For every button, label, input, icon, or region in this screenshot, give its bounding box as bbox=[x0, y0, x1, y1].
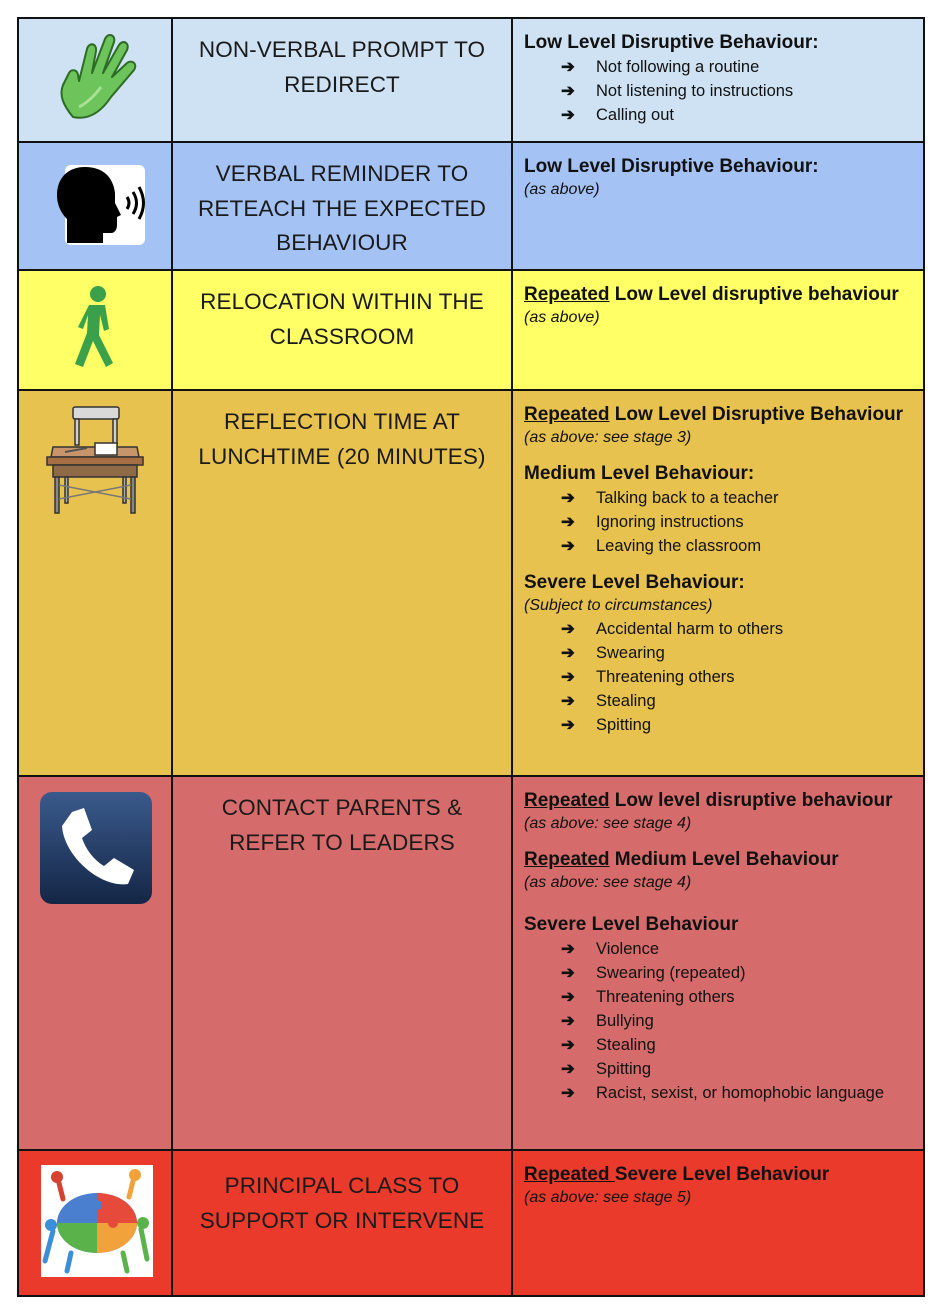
behaviour-note: (as above) bbox=[524, 181, 600, 198]
stage-icon-cell bbox=[19, 19, 173, 141]
stage-row-1 bbox=[19, 19, 923, 143]
list-item: ➔ Calling out bbox=[561, 103, 919, 127]
severe-note: (Subject to circumstances) bbox=[524, 597, 713, 614]
arrow-icon: ➔ bbox=[561, 82, 575, 100]
behaviour-note: (as above: see stage 5) bbox=[524, 1189, 692, 1206]
stage-title: NON-VERBAL PROMPT TO REDIRECT bbox=[173, 19, 513, 141]
list-item: ➔ Not following a routine bbox=[561, 55, 919, 79]
arrow-icon: ➔ bbox=[561, 964, 575, 982]
stage-row-2 bbox=[19, 143, 923, 271]
severe-list bbox=[524, 617, 919, 737]
list-item: ➔ Stealing bbox=[561, 1033, 919, 1057]
list-item: ➔ Leaving the classroom bbox=[561, 534, 919, 558]
list-item: ➔ Spitting bbox=[561, 713, 919, 737]
stage-title: RELOCATION WITHIN THE CLASSROOM bbox=[173, 271, 513, 389]
behaviour-note: (as above: see stage 3) bbox=[524, 429, 692, 446]
severe-list bbox=[524, 937, 919, 1105]
arrow-icon: ➔ bbox=[561, 537, 575, 555]
list-item: ➔ Talking back to a teacher bbox=[561, 486, 919, 510]
stage-title: REFLECTION TIME AT LUNCHTIME (20 MINUTES) bbox=[173, 391, 513, 775]
list-item: ➔ Violence bbox=[561, 937, 919, 961]
behaviour-stages-table bbox=[17, 17, 925, 1297]
arrow-icon: ➔ bbox=[561, 716, 575, 734]
medium-heading: Repeated Medium Level Behaviour bbox=[524, 849, 839, 870]
walking-person-icon bbox=[69, 285, 125, 374]
stage-description bbox=[513, 1151, 923, 1295]
arrow-icon: ➔ bbox=[561, 489, 575, 507]
hand-icon bbox=[49, 29, 145, 130]
medium-note: (as above: see stage 4) bbox=[524, 874, 692, 891]
arrow-icon: ➔ bbox=[561, 1036, 575, 1054]
arrow-icon: ➔ bbox=[561, 988, 575, 1006]
behaviour-list bbox=[524, 55, 919, 127]
stage-icon-cell bbox=[19, 271, 173, 389]
stage-title: CONTACT PARENTS & REFER TO LEADERS bbox=[173, 777, 513, 1149]
puzzle-team-icon bbox=[41, 1165, 153, 1282]
stage-icon-cell bbox=[19, 1151, 173, 1295]
medium-list bbox=[524, 486, 919, 558]
phone-icon bbox=[40, 792, 152, 909]
stage-description bbox=[513, 271, 923, 389]
behaviour-heading: Low Level Disruptive Behaviour: bbox=[524, 156, 819, 177]
behaviour-heading: Low Level Disruptive Behaviour: bbox=[524, 32, 819, 53]
list-item: ➔ Threatening others bbox=[561, 985, 919, 1009]
desk-icon bbox=[39, 405, 151, 522]
behaviour-heading: Repeated Severe Level Behaviour bbox=[524, 1164, 830, 1185]
stage-description bbox=[513, 391, 923, 775]
list-item: ➔ Spitting bbox=[561, 1057, 919, 1081]
stage-title: VERBAL REMINDER TO RETEACH THE EXPECTED BEHAVIOUR bbox=[173, 143, 513, 269]
list-item: ➔ Bullying bbox=[561, 1009, 919, 1033]
stage-description bbox=[513, 777, 923, 1149]
stage-icon-cell bbox=[19, 391, 173, 775]
arrow-icon: ➔ bbox=[561, 1084, 575, 1102]
list-item: ➔ Racist, sexist, or homophobic language bbox=[561, 1081, 919, 1105]
arrow-icon: ➔ bbox=[561, 1012, 575, 1030]
severe-heading: Severe Level Behaviour: bbox=[524, 572, 745, 593]
arrow-icon: ➔ bbox=[561, 940, 575, 958]
stage-description bbox=[513, 19, 923, 141]
arrow-icon: ➔ bbox=[561, 513, 575, 531]
severe-heading: Severe Level Behaviour bbox=[524, 914, 739, 935]
behaviour-note: (as above: see stage 4) bbox=[524, 815, 692, 832]
behaviour-heading: Repeated Low Level disruptive behaviour bbox=[524, 284, 899, 305]
arrow-icon: ➔ bbox=[561, 668, 575, 686]
arrow-icon: ➔ bbox=[561, 1060, 575, 1078]
list-item: ➔ Accidental harm to others bbox=[561, 617, 919, 641]
list-item: ➔ Swearing (repeated) bbox=[561, 961, 919, 985]
arrow-icon: ➔ bbox=[561, 620, 575, 638]
stage-title: PRINCIPAL CLASS TO SUPPORT OR INTERVENE bbox=[173, 1151, 513, 1295]
list-item: ➔ Threatening others bbox=[561, 665, 919, 689]
behaviour-heading: Repeated Low Level Disruptive Behaviour bbox=[524, 404, 904, 425]
arrow-icon: ➔ bbox=[561, 644, 575, 662]
behaviour-heading: Repeated Low level disruptive behaviour bbox=[524, 790, 893, 811]
behaviour-note: (as above) bbox=[524, 309, 600, 326]
list-item: ➔ Ignoring instructions bbox=[561, 510, 919, 534]
list-item: ➔ Stealing bbox=[561, 689, 919, 713]
arrow-icon: ➔ bbox=[561, 692, 575, 710]
list-item: ➔ Not listening to instructions bbox=[561, 79, 919, 103]
speaking-head-icon bbox=[55, 159, 147, 256]
stage-row-3 bbox=[19, 271, 923, 391]
arrow-icon: ➔ bbox=[561, 106, 575, 124]
list-item: ➔ Swearing bbox=[561, 641, 919, 665]
stage-icon-cell bbox=[19, 777, 173, 1149]
stage-row-6 bbox=[19, 1151, 923, 1295]
medium-heading: Medium Level Behaviour: bbox=[524, 463, 755, 484]
stage-row-5 bbox=[19, 777, 923, 1151]
stage-row-4 bbox=[19, 391, 923, 777]
stage-description bbox=[513, 143, 923, 269]
arrow-icon: ➔ bbox=[561, 58, 575, 76]
stage-icon-cell bbox=[19, 143, 173, 269]
